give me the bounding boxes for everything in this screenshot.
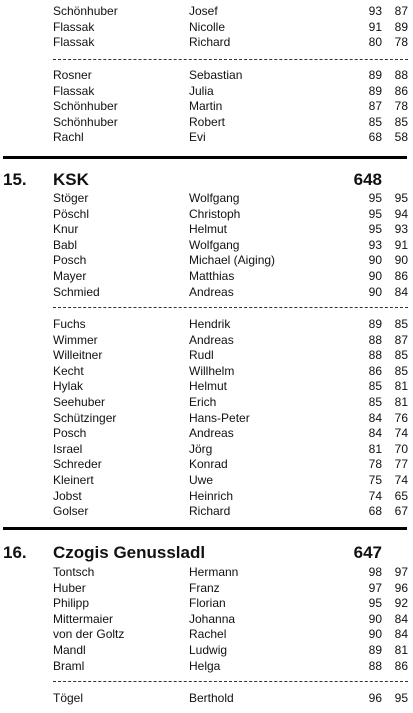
player-last-name: Braml <box>53 658 85 673</box>
player-score-1: 93 <box>368 237 382 252</box>
player-first-name: Helmut <box>189 379 228 394</box>
player-last-name: Hylak <box>53 379 84 394</box>
player-row <box>0 34 413 50</box>
reserve-player-row <box>0 114 413 130</box>
team-header <box>0 170 413 190</box>
reserve-player-row <box>0 98 413 114</box>
player-score-2: 86 <box>394 658 408 673</box>
player-score-2: 95 <box>394 691 408 705</box>
player-row <box>0 595 413 611</box>
player-first-name: Sebastian <box>189 68 243 82</box>
player-last-name: Schützinger <box>53 410 117 425</box>
player-score-2: 87 <box>394 332 408 347</box>
player-row <box>0 611 413 627</box>
player-score-1: 78 <box>368 457 382 472</box>
team-total: 648 <box>353 170 382 189</box>
player-last-name: Babl <box>53 237 78 252</box>
player-last-name: Israel <box>53 441 83 456</box>
player-score-2: 65 <box>394 488 408 503</box>
player-score-2: 58 <box>394 130 408 145</box>
player-last-name: Flassak <box>53 35 95 50</box>
player-first-name: Wolfgang <box>189 237 240 252</box>
reserve-player-row <box>0 347 413 363</box>
player-score-1: 88 <box>368 658 382 673</box>
player-score-1: 91 <box>368 19 382 34</box>
player-score-2: 87 <box>394 4 408 18</box>
player-score-2: 86 <box>394 269 408 283</box>
player-score-1: 89 <box>368 643 382 657</box>
player-score-1: 90 <box>368 269 382 283</box>
player-score-1: 90 <box>368 611 382 626</box>
player-last-name: Posch <box>53 253 87 268</box>
player-score-2: 85 <box>394 114 408 129</box>
player-score-1: 87 <box>368 99 382 114</box>
player-score-1: 95 <box>368 222 382 237</box>
reserve-player-row <box>0 441 413 457</box>
player-score-1: 95 <box>368 191 382 205</box>
reserve-player-row <box>0 488 413 504</box>
team-total: 647 <box>353 543 382 562</box>
reserve-player-row <box>0 394 413 410</box>
player-score-1: 98 <box>368 565 382 579</box>
player-first-name: Franz <box>189 580 220 595</box>
player-first-name: Christoph <box>189 206 241 221</box>
player-score-2: 78 <box>394 35 408 50</box>
dashed-divider <box>53 59 408 60</box>
player-score-1: 89 <box>368 68 382 82</box>
player-row <box>0 580 413 596</box>
player-row <box>0 268 413 284</box>
player-first-name: Berthold <box>189 691 234 705</box>
player-score-1: 95 <box>368 596 382 611</box>
player-last-name: Tontsch <box>53 565 95 579</box>
player-row <box>0 237 413 253</box>
player-last-name: Schönhuber <box>53 4 118 18</box>
player-first-name: Andreas <box>189 426 234 441</box>
player-first-name: Martin <box>189 99 223 114</box>
player-score-1: 97 <box>368 580 382 595</box>
team-name: KSK <box>53 170 89 189</box>
reserve-player-row <box>0 129 413 145</box>
player-score-2: 97 <box>394 565 408 579</box>
reserve-player-row <box>0 690 413 706</box>
player-first-name: Helmut <box>189 222 228 237</box>
player-score-1: 75 <box>368 473 382 487</box>
player-score-2: 81 <box>394 379 408 394</box>
player-last-name: Flassak <box>53 83 95 98</box>
player-score-2: 81 <box>394 643 408 657</box>
player-first-name: Richard <box>189 35 231 50</box>
player-score-2: 91 <box>394 237 408 252</box>
section-separator <box>3 527 407 530</box>
reserve-player-row <box>0 378 413 394</box>
player-last-name: Mandl <box>53 643 86 657</box>
player-score-2: 76 <box>394 410 408 425</box>
player-row <box>0 642 413 658</box>
player-first-name: Josef <box>189 4 218 18</box>
player-score-1: 95 <box>368 206 382 221</box>
player-last-name: Golser <box>53 504 89 519</box>
player-first-name: Robert <box>189 114 226 129</box>
player-score-2: 85 <box>394 317 408 331</box>
player-score-1: 88 <box>368 348 382 363</box>
player-score-2: 94 <box>394 206 408 221</box>
player-last-name: Pöschl <box>53 206 90 221</box>
player-first-name: Helga <box>189 658 221 673</box>
player-first-name: Richard <box>189 504 231 519</box>
dashed-divider <box>53 307 408 308</box>
dashed-divider <box>53 681 408 682</box>
team-header <box>0 543 413 563</box>
team-rank: 16. <box>3 543 27 562</box>
player-first-name: Julia <box>189 83 214 98</box>
player-row <box>0 3 413 19</box>
player-score-2: 70 <box>394 441 408 456</box>
player-last-name: Fuchs <box>53 317 86 331</box>
player-score-1: 84 <box>368 410 382 425</box>
player-first-name: Michael (Aiging) <box>189 253 276 268</box>
player-last-name: Jobst <box>53 488 82 503</box>
player-score-2: 74 <box>394 426 408 441</box>
team-rank: 15. <box>3 170 27 189</box>
player-first-name: Hans-Peter <box>189 410 250 425</box>
player-last-name: Seehuber <box>53 395 106 409</box>
section-separator <box>3 156 407 159</box>
player-first-name: Johanna <box>189 611 236 626</box>
player-row <box>0 221 413 237</box>
player-score-2: 78 <box>394 99 408 114</box>
player-score-1: 89 <box>368 83 382 98</box>
player-score-2: 67 <box>394 504 408 519</box>
player-score-1: 88 <box>368 332 382 347</box>
player-last-name: von der Goltz <box>53 627 125 642</box>
player-score-1: 80 <box>368 35 382 50</box>
player-score-2: 92 <box>394 596 408 611</box>
player-row <box>0 206 413 222</box>
reserve-player-row <box>0 83 413 99</box>
player-score-2: 81 <box>394 395 408 409</box>
player-score-1: 74 <box>368 488 382 503</box>
player-score-2: 93 <box>394 222 408 237</box>
player-first-name: Uwe <box>189 473 214 487</box>
reserve-player-row <box>0 410 413 426</box>
player-first-name: Matthias <box>189 269 235 283</box>
player-score-1: 86 <box>368 363 382 378</box>
player-row <box>0 19 413 35</box>
player-last-name: Willeitner <box>53 348 103 363</box>
reserve-player-row <box>0 456 413 472</box>
player-first-name: Andreas <box>189 284 234 299</box>
player-score-1: 90 <box>368 627 382 642</box>
player-last-name: Schmied <box>53 284 100 299</box>
player-score-1: 85 <box>368 379 382 394</box>
player-last-name: Wimmer <box>53 332 98 347</box>
reserve-player-row <box>0 425 413 441</box>
player-last-name: Philipp <box>53 596 90 611</box>
reserve-player-row <box>0 316 413 332</box>
player-first-name: Evi <box>189 130 206 145</box>
player-last-name: Rachl <box>53 130 84 145</box>
player-score-1: 90 <box>368 284 382 299</box>
player-score-1: 68 <box>368 504 382 519</box>
player-score-2: 84 <box>394 627 408 642</box>
player-row <box>0 626 413 642</box>
player-last-name: Kleinert <box>53 473 94 487</box>
player-last-name: Huber <box>53 580 86 595</box>
player-last-name: Mayer <box>53 269 87 283</box>
player-score-2: 96 <box>394 580 408 595</box>
player-last-name: Schönhuber <box>53 99 118 114</box>
reserve-player-row <box>0 472 413 488</box>
player-score-2: 85 <box>394 363 408 378</box>
player-score-1: 89 <box>368 317 382 331</box>
player-first-name: Florian <box>189 596 226 611</box>
player-last-name: Mittermaier <box>53 611 114 626</box>
player-last-name: Knur <box>53 222 79 237</box>
player-first-name: Hermann <box>189 565 239 579</box>
player-score-1: 96 <box>368 691 382 705</box>
player-score-1: 93 <box>368 4 382 18</box>
reserve-player-row <box>0 363 413 379</box>
player-score-2: 90 <box>394 253 408 268</box>
player-score-2: 84 <box>394 611 408 626</box>
player-score-2: 86 <box>394 83 408 98</box>
player-first-name: Erich <box>189 395 217 409</box>
player-last-name: Stöger <box>53 191 89 205</box>
player-first-name: Rachel <box>189 627 227 642</box>
player-last-name: Flassak <box>53 19 95 34</box>
player-score-2: 85 <box>394 348 408 363</box>
player-first-name: Andreas <box>189 332 234 347</box>
player-first-name: Willhelm <box>189 363 235 378</box>
player-row <box>0 658 413 674</box>
player-score-1: 85 <box>368 114 382 129</box>
player-first-name: Heinrich <box>189 488 234 503</box>
reserve-player-row <box>0 67 413 83</box>
player-first-name: Konrad <box>189 457 228 472</box>
player-first-name: Ludwig <box>189 643 228 657</box>
reserve-player-row <box>0 332 413 348</box>
player-score-2: 84 <box>394 284 408 299</box>
player-last-name: Tögel <box>53 691 84 705</box>
player-score-2: 88 <box>394 68 408 82</box>
player-row <box>0 284 413 300</box>
player-first-name: Rudl <box>189 348 214 363</box>
team-name: Czogis Genussladl <box>53 543 206 562</box>
player-last-name: Kecht <box>53 363 84 378</box>
player-score-2: 89 <box>394 19 408 34</box>
player-last-name: Schreder <box>53 457 102 472</box>
player-first-name: Jörg <box>189 441 213 456</box>
player-row <box>0 252 413 268</box>
player-score-1: 90 <box>368 253 382 268</box>
player-row <box>0 564 413 580</box>
player-last-name: Schönhuber <box>53 114 118 129</box>
player-score-1: 85 <box>368 395 382 409</box>
player-last-name: Posch <box>53 426 87 441</box>
player-row <box>0 190 413 206</box>
player-score-1: 84 <box>368 426 382 441</box>
player-score-2: 74 <box>394 473 408 487</box>
player-score-2: 95 <box>394 191 408 205</box>
player-score-2: 77 <box>394 457 408 472</box>
player-score-1: 81 <box>368 441 382 456</box>
reserve-player-row <box>0 503 413 519</box>
player-first-name: Wolfgang <box>189 191 240 205</box>
player-last-name: Rosner <box>53 68 92 82</box>
player-first-name: Hendrik <box>189 317 231 331</box>
player-first-name: Nicolle <box>189 19 226 34</box>
player-score-1: 68 <box>368 130 382 145</box>
